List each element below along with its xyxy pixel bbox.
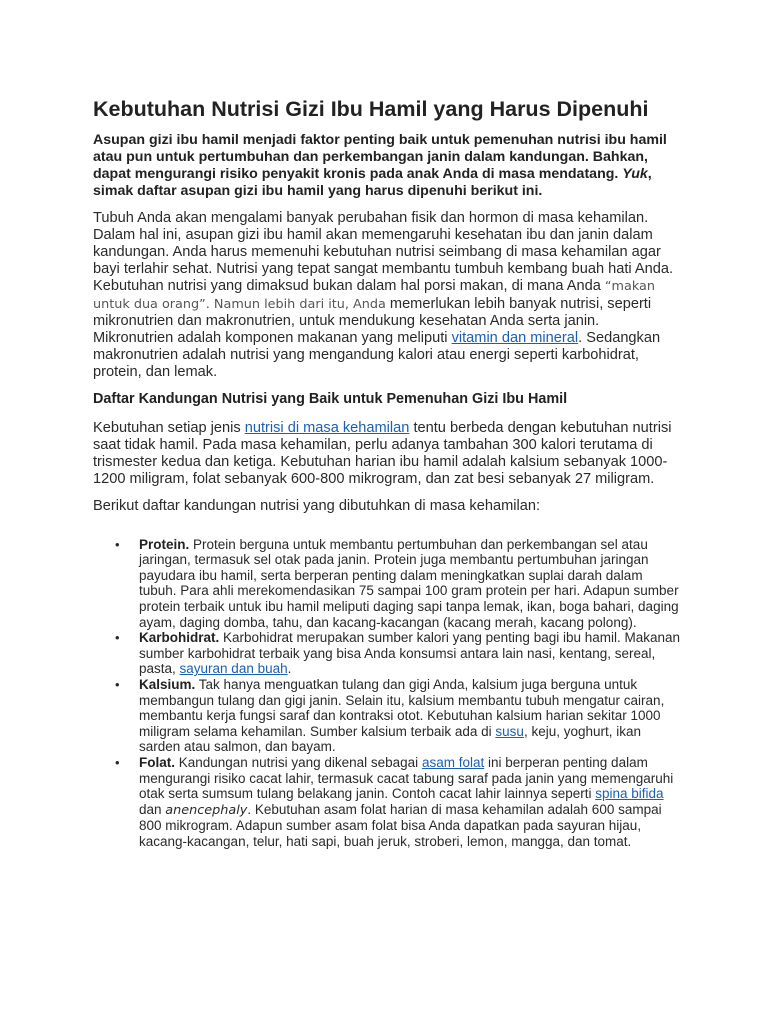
item-label: Karbohidrat. (139, 630, 220, 646)
intro-paragraph (93, 210, 683, 381)
spina-bifida-link[interactable]: spina bifida (595, 786, 664, 802)
item-text-end: . (287, 661, 292, 677)
item-text-3: dan (139, 801, 166, 817)
item-text-2: ini berperan penting dalam mengurangi risiko cacat lahir, termasuk cacat tabung saraf pada janin yang memengaruhi otak serta sumsum tulang belakang janin. Contoh cacat lahir lainnya seperti (139, 754, 674, 802)
item-text: Karbohidrat merupakan sumber kalori yang penting bagi ibu hamil. Makanan sumber karbohidrat terbaik yang bisa Anda konsumsi antara lain nasi, kentang, sereal, pasta, (139, 630, 681, 677)
intro-text-3: . Sedangkan makronutrien adalah nutrisi yang mengandung kalori atau energi seperti karbohidrat, protein, dan lemak. (93, 330, 661, 381)
lead-paragraph (93, 132, 683, 200)
milk-link[interactable]: susu (495, 723, 524, 739)
intro-quote: “makan untuk dua orang”. Namun lebih dari itu, Anda (93, 278, 655, 312)
list-item-protein (93, 537, 683, 631)
lead-text-1: Asupan gizi ibu hamil menjadi faktor penting baik untuk pemenuhan nutrisi ibu hamil atau pun untuk pertumbuhan dan perkembangan janin dalam kandungan. Bahkan, dapat mengurangi risiko penyakit kronis pada anak Anda di masa mendatang. (93, 132, 667, 182)
intro-text-2: memerlukan lebih banyak nutrisi, seperti mikronutrien dan makronutrien, untuk mendukung kesehatan Anda serta janin. Mikronutrien adalah komponen makanan yang meliputi (93, 295, 652, 347)
item-text-end: , keju, yoghurt, ikan sarden atau salmon, dan bayam. (139, 723, 642, 755)
nutrient-list (93, 537, 683, 850)
item-text: Tak hanya menguatkan tulang dan gigi Anda, kalsium juga berguna untuk membangun tulang dan gigi janin. Selain itu, kalsium membantu tubuh mengatur cairan, membantu kerja fungsi saraf dan kontraksi otot. Kebutuhan kalsium harian sekitar 1000 miligram selama kehamilan. Sumber kalsium terbaik ada di (139, 676, 665, 739)
lead-emphasis: Yuk (622, 166, 648, 182)
intro-text-1: Tubuh Anda akan mengalami banyak perubahan fisik dan hormon di masa kehamilan. Dalam hal ini, asupan gizi ibu hamil akan memengaruhi kesehatan ibu dan janin dalam kandungan. Anda harus memenuhi kebutuhan nutrisi seimbang di masa kehamilan agar bayi terlahir sehat. Nutrisi yang tepat sangat membantu tumbuh kembang buah hati Anda. Kebutuhan nutrisi yang dimaksud bukan dalam hal porsi makan, di mana Anda (93, 210, 674, 294)
list-item-kalsium (93, 677, 683, 755)
bullet-icon: • (115, 630, 120, 646)
bullet-icon: • (115, 536, 120, 552)
item-text-4: . Kebutuhan asam folat harian di masa kehamilan adalah 600 sampai 800 mikrogram. Adapun sumber asam folat bisa Anda dapatkan pada sayuran hijau, kacang-kacangan, telur, hati sapi, buah jeruk, stroberi, lemon, mangga, dan tomat. (139, 801, 662, 849)
item-text-1: Kandungan nutrisi yang dikenal sebagai (175, 754, 422, 770)
bullet-icon: • (115, 676, 120, 692)
item-label: Protein. (139, 536, 190, 552)
vegetables-fruit-link[interactable]: sayuran dan buah (179, 661, 288, 677)
bullet-icon: • (115, 754, 120, 770)
anencephaly-term: anencephaly (165, 802, 248, 818)
list-item-karbohidrat (93, 630, 683, 677)
list-item-folat (93, 755, 683, 850)
article-content (93, 96, 683, 849)
folic-acid-link[interactable]: asam folat (421, 754, 485, 770)
needs-text-2: tentu berbeda dengan kebutuhan nutrisi saat tidak hamil. Pada masa kehamilan, perlu adanya tambahan 300 kalori terutama di trismester kedua dan ketiga. Kebutuhan harian ibu hamil adalah kalsium sebanyak 1000-1200 miligram, folat sebanyak 600-800 mikrogram, dan zat besi sebanyak 27 miligram. (93, 420, 672, 487)
list-intro-paragraph: Berikut daftar kandungan nutrisi yang dibutuhkan di masa kehamilan: (93, 497, 541, 514)
nutrition-pregnancy-link[interactable]: nutrisi di masa kehamilan (244, 420, 410, 437)
needs-paragraph (93, 420, 683, 488)
item-text: Protein berguna untuk membantu pertumbuhan dan perkembangan sel atau jaringan, termasuk sel otak pada janin. Protein juga membantu pertumbuhan jaringan payudara ibu hamil, serta berperan penting dalam meningkatkan suplai darah dalam tubuh. Para ahli merekomendasikan 75 sampai 100 gram protein per hari. Adapun sumber protein terbaik untuk ibu hamil meliputi daging sapi tanpa lemak, ikan, boga bahari, daging ayam, daging domba, tahu, dan kacang-kacangan (kacang merah, kacang polong). (139, 536, 679, 630)
needs-text-1: Kebutuhan setiap jenis (93, 420, 245, 437)
item-label: Folat. (139, 754, 175, 770)
item-label: Kalsium. (139, 676, 196, 692)
vitamin-mineral-link[interactable]: vitamin dan mineral (451, 330, 579, 347)
section-heading: Daftar Kandungan Nutrisi yang Baik untuk Pemenuhan Gizi Ibu Hamil (93, 391, 568, 408)
article-title: Kebutuhan Nutrisi Gizi Ibu Hamil yang Harus Dipenuhi (93, 97, 649, 121)
lead-text-2: , simak daftar asupan gizi ibu hamil yang harus dipenuhi berikut ini. (93, 166, 652, 199)
